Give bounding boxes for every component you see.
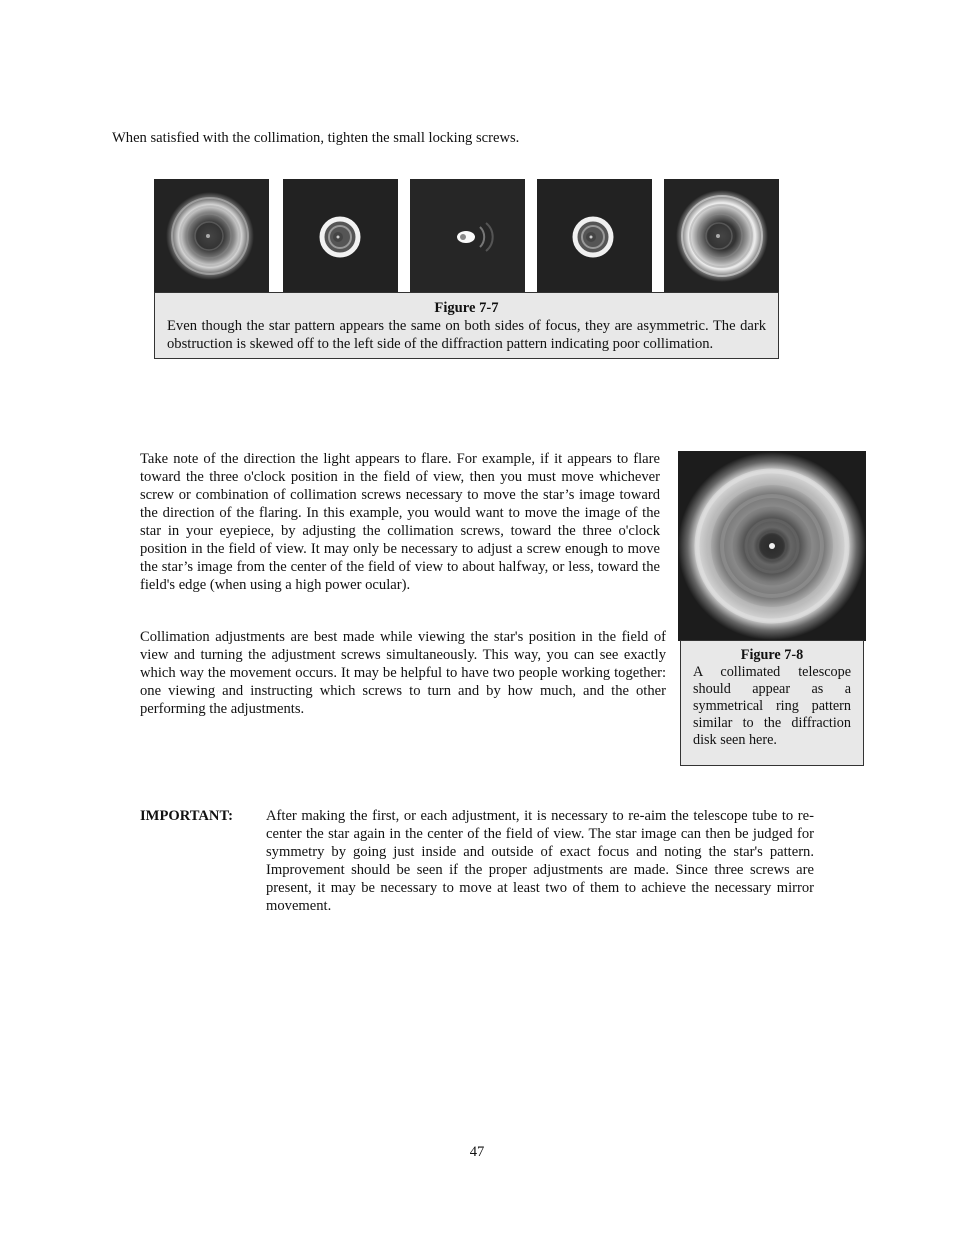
page-number: 47 bbox=[469, 1144, 485, 1160]
intro-sentence: When satisfied with the collimation, tighten the small locking screws. bbox=[112, 130, 520, 146]
figure-7-8-caption: A collimated telescope should appear as a symmetrical ring pattern similar to the diffraction disk seen here. bbox=[693, 664, 851, 748]
important-label: IMPORTANT: bbox=[140, 808, 233, 824]
star-pattern-outside-focus-large bbox=[154, 179, 269, 293]
star-pattern-outside-focus-small bbox=[283, 179, 398, 293]
figure-7-7-caption: Even though the star pattern appears the same on both sides of focus, they are asymmetric. The dark obstruction is skewed off to the left side of the diffraction pattern indicating poor collimation. bbox=[167, 318, 766, 352]
paragraph-flare-direction: Take note of the direction the light appears to flare. For example, if it appears to flare toward the three o'clock position in the field of view, then you must move whichever screw or combination of collimation screws necessary to move the star’s image toward the direction of the flaring. In this example, you would want to move the image of the star in your eyepiece, by adjusting the collimation screws, toward the three o'clock position in the field of view. It may only be necessary to adjust a screw enough to move the star’s image from the center of the field of view to about halfway, or less, toward the field's edge (when using a high power ocular). bbox=[140, 451, 660, 593]
figure-7-7-title: Figure 7-7 bbox=[434, 300, 499, 316]
figure-7-8-title: Figure 7-8 bbox=[740, 647, 804, 663]
important-note-text: After making the first, or each adjustment, it is necessary to re-aim the telescope tube to re-center the star again in the center of the field of view. The star image can then be judged for symmetry by going just inside and outside of exact focus and noting the star's pattern. Improvement should be seen if the proper adjustments are made. Since three screws are present, it may be necessary to move at least two of them to achieve the necessary mirror movement. bbox=[266, 808, 814, 914]
star-pattern-in-focus bbox=[410, 179, 525, 293]
figure-7-8-caption-box bbox=[680, 640, 864, 766]
paragraph-collimation-adjustments: Collimation adjustments are best made while viewing the star's position in the field of view and turning the adjustment screws simultaneously. This way, you can see exactly which way the movement occurs. It may be helpful to have two people working together: one viewing and instructing which screws to turn and by how much, and the other performing the adjustments. bbox=[140, 629, 666, 717]
figure-7-7-image-strip bbox=[154, 179, 779, 293]
star-pattern-inside-focus-large bbox=[664, 179, 779, 293]
figure-7-7-caption-box bbox=[154, 292, 779, 359]
figure-7-8-diffraction-rings-image bbox=[678, 451, 866, 641]
star-pattern-inside-focus-small bbox=[537, 179, 652, 293]
